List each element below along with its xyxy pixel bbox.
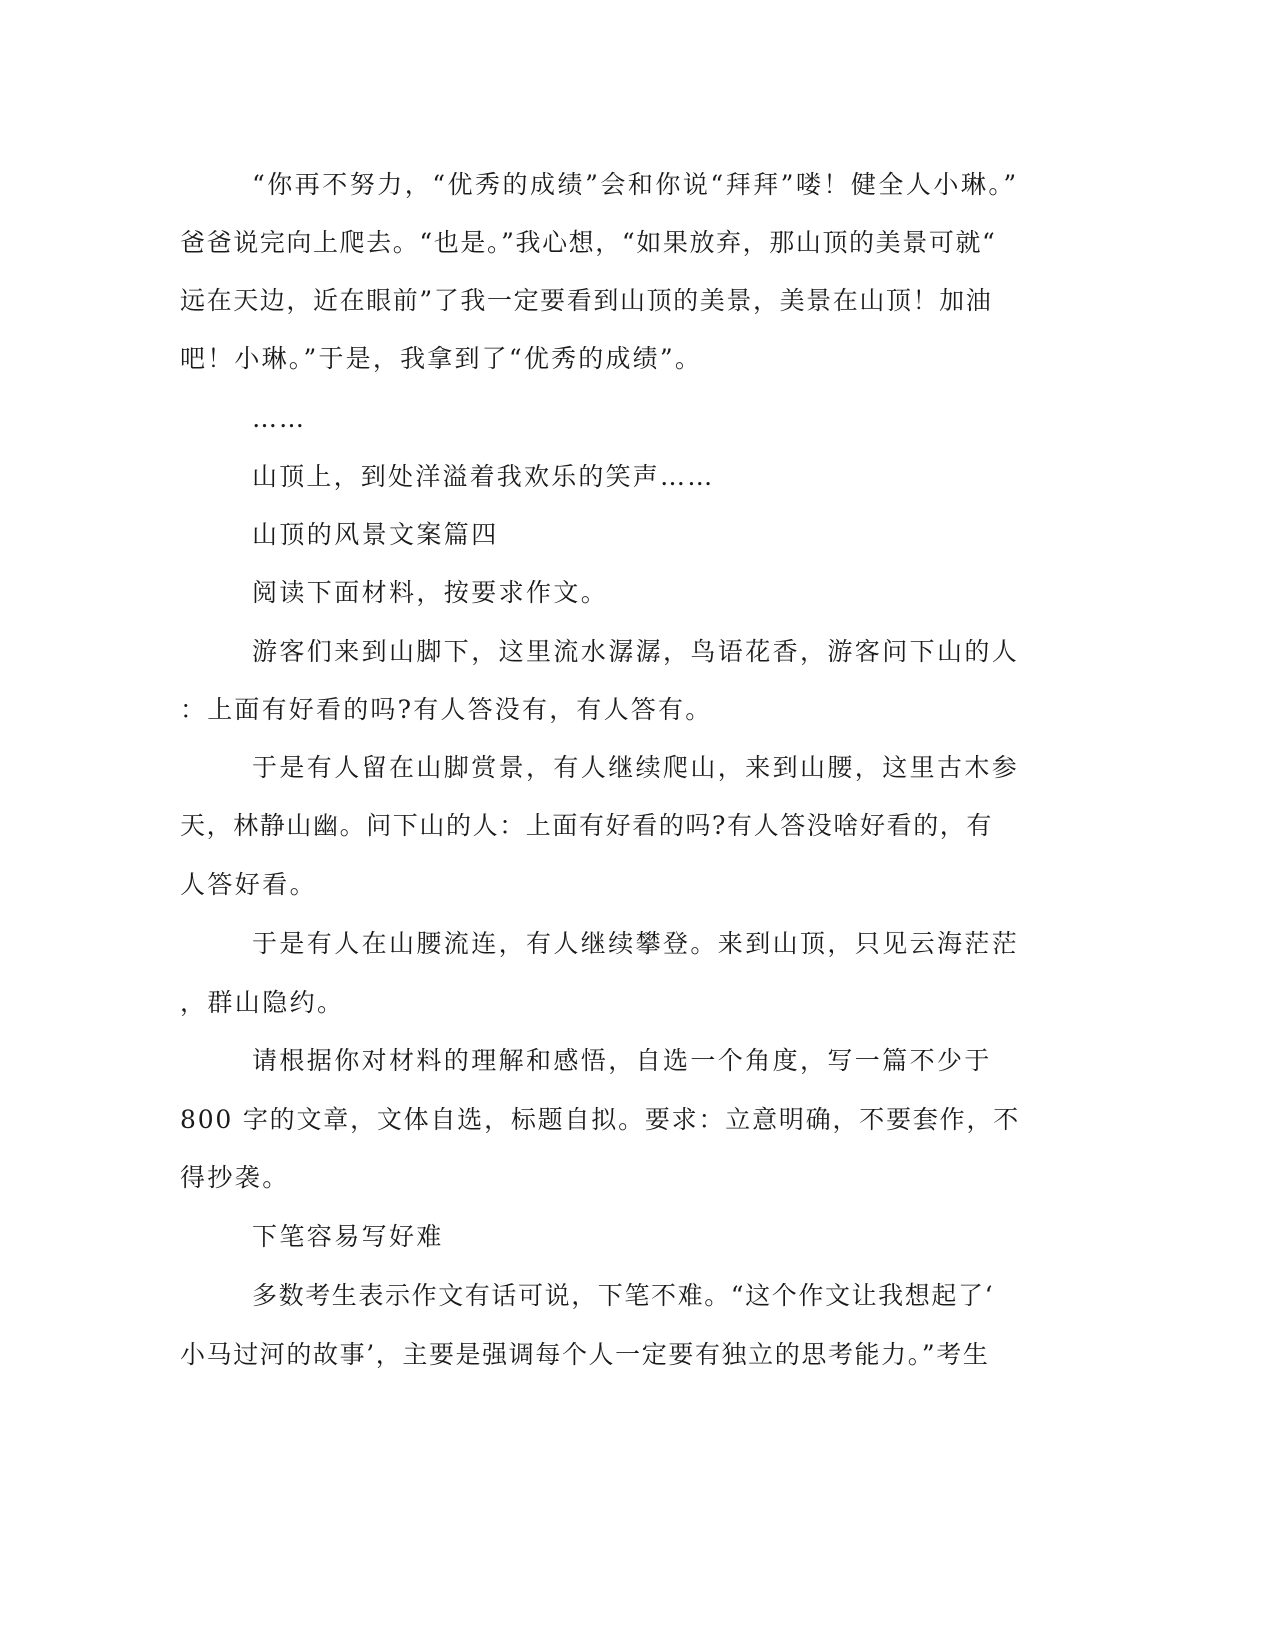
text-line: 远在天边，近在眼前”了我一定要看到山顶的美景，美景在山顶！加油 <box>180 286 993 315</box>
text-line: 山顶上，到处洋溢着我欢乐的笑声…… <box>252 462 715 491</box>
section-heading: 山顶的风景文案篇四 <box>252 520 499 549</box>
text-line: 人答好看。 <box>180 870 318 899</box>
section-heading: 下笔容易写好难 <box>252 1222 444 1251</box>
text-line: 阅读下面材料，按要求作文。 <box>252 578 609 607</box>
text-line: 得抄袭。 <box>180 1163 290 1192</box>
text-line: 请根据你对材料的理解和感悟，自选一个角度，写一篇不少于 <box>252 1046 992 1075</box>
text-line: 吧！小琳。”于是，我拿到了“优秀的成绩”。 <box>180 344 703 373</box>
text-line: 800 字的文章，文体自选，标题自拟。要求：立意明确，不要套作，不 <box>180 1105 1021 1134</box>
text-line: 爸爸说完向上爬去。“也是。”我心想，“如果放弃，那山顶的美景可就“ <box>180 228 997 257</box>
text-line: 小马过河的故事’，主要是强调每个人一定要有独立的思考能力。”考生 <box>180 1340 990 1369</box>
text-line: …… <box>252 404 306 433</box>
text-line: 游客们来到山脚下，这里流水潺潺，鸟语花香，游客问下山的人 <box>252 637 1020 666</box>
text-line: 多数考生表示作文有话可说，下笔不难。“这个作文让我想起了‘ <box>252 1281 995 1310</box>
text-line: “你再不努力，“优秀的成绩”会和你说“拜拜”喽！健全人小琳。” <box>252 170 1019 199</box>
text-line: 天，林静山幽。问下山的人：上面有好看的吗?有人答没啥好看的，有 <box>180 811 994 840</box>
text-line: 于是有人留在山脚赏景，有人继续爬山，来到山腰，这里古木参 <box>252 753 1020 782</box>
text-line: ，群山隐约。 <box>180 988 345 1017</box>
text-line: ：上面有好看的吗?有人答没有，有人答有。 <box>180 695 713 724</box>
text-line: 于是有人在山腰流连，有人继续攀登。来到山顶，只见云海茫茫 <box>252 929 1020 958</box>
